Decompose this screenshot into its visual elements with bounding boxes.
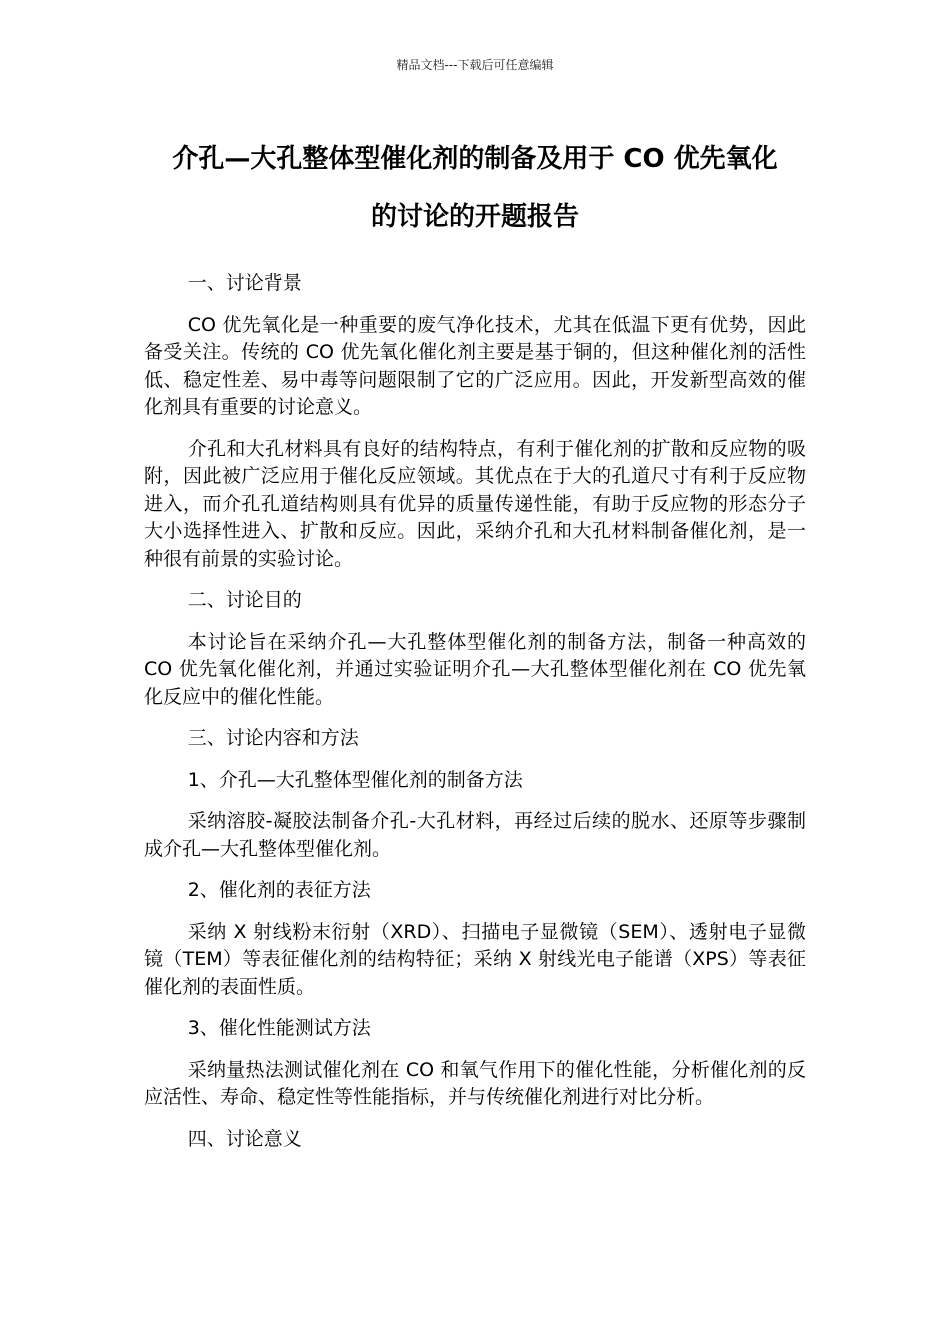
section-heading-background: 一、讨论背景 [187, 272, 302, 294]
paragraph-performance-test: 采纳量热法测试催化剂在 CO 和氧气作用下的催化性能，分析催化剂的反应活性、寿命、稳定性等性能指标，并与传统催化剂进行对比分析。 [144, 1058, 806, 1108]
paragraph-purpose: 本讨论旨在采纳介孔—大孔整体型催化剂的制备方法，制备一种高效的 CO 优先氧化催化剂，并通过实验证明介孔—大孔整体型催化剂在 CO 优先氧化反应中的催化性能。 [144, 630, 806, 708]
subheading-characterization-method: 2、催化剂的表征方法 [187, 879, 371, 901]
document-title [120, 130, 830, 246]
paragraph-characterization-method: 采纳 X 射线粉末衍射（XRD）、扫描电子显微镜（SEM）、透射电子显微镜（TEM）等表征催化剂的结构特征；采纳 X 射线光电子能谱（XPS）等表征催化剂的表面性质。 [144, 920, 806, 998]
paragraph-background-2: 介孔和大孔材料具有良好的结构特点，有利于催化剂的扩散和反应物的吸附，因此被广泛应用于催化反应领域。其优点在于大的孔道尺寸有利于反应物进入，而介孔孔道结构则具有优异的质量传递性能，有助于反应物的形态分子大小选择性进入、扩散和反应。因此，采纳介孔和大孔材料制备催化剂，是一种很有前景的实验讨论。 [144, 437, 806, 570]
paragraph-preparation-method: 采纳溶胶-凝胶法制备介孔-大孔材料，再经过后续的脱水、还原等步骤制成介孔—大孔整体型催化剂。 [144, 810, 806, 860]
page-header: 精品文档---下载后可任意编辑 [396, 58, 554, 72]
subheading-performance-test: 3、催化性能测试方法 [187, 1017, 371, 1039]
section-heading-significance: 四、讨论意义 [187, 1127, 302, 1150]
subheading-preparation-method: 1、介孔—大孔整体型催化剂的制备方法 [187, 768, 523, 791]
title-line-2: 的讨论的开题报告 [370, 202, 579, 232]
section-heading-content-methods: 三、讨论内容和方法 [187, 727, 359, 749]
document-body [144, 270, 806, 1167]
title-line-1: 介孔—大孔整体型催化剂的制备及用于 CO 优先氧化 [172, 144, 778, 174]
section-heading-purpose: 二、讨论目的 [187, 589, 302, 611]
paragraph-background-1: CO 优先氧化是一种重要的废气净化技术，尤其在低温下更有优势，因此备受关注。传统的 CO 优先氧化催化剂主要是基于铜的，但这种催化剂的活性低、稳定性差、易中毒等问题限制了它的广泛应用。因此，开发新型高效的催化剂具有重要的讨论意义。 [144, 313, 806, 418]
